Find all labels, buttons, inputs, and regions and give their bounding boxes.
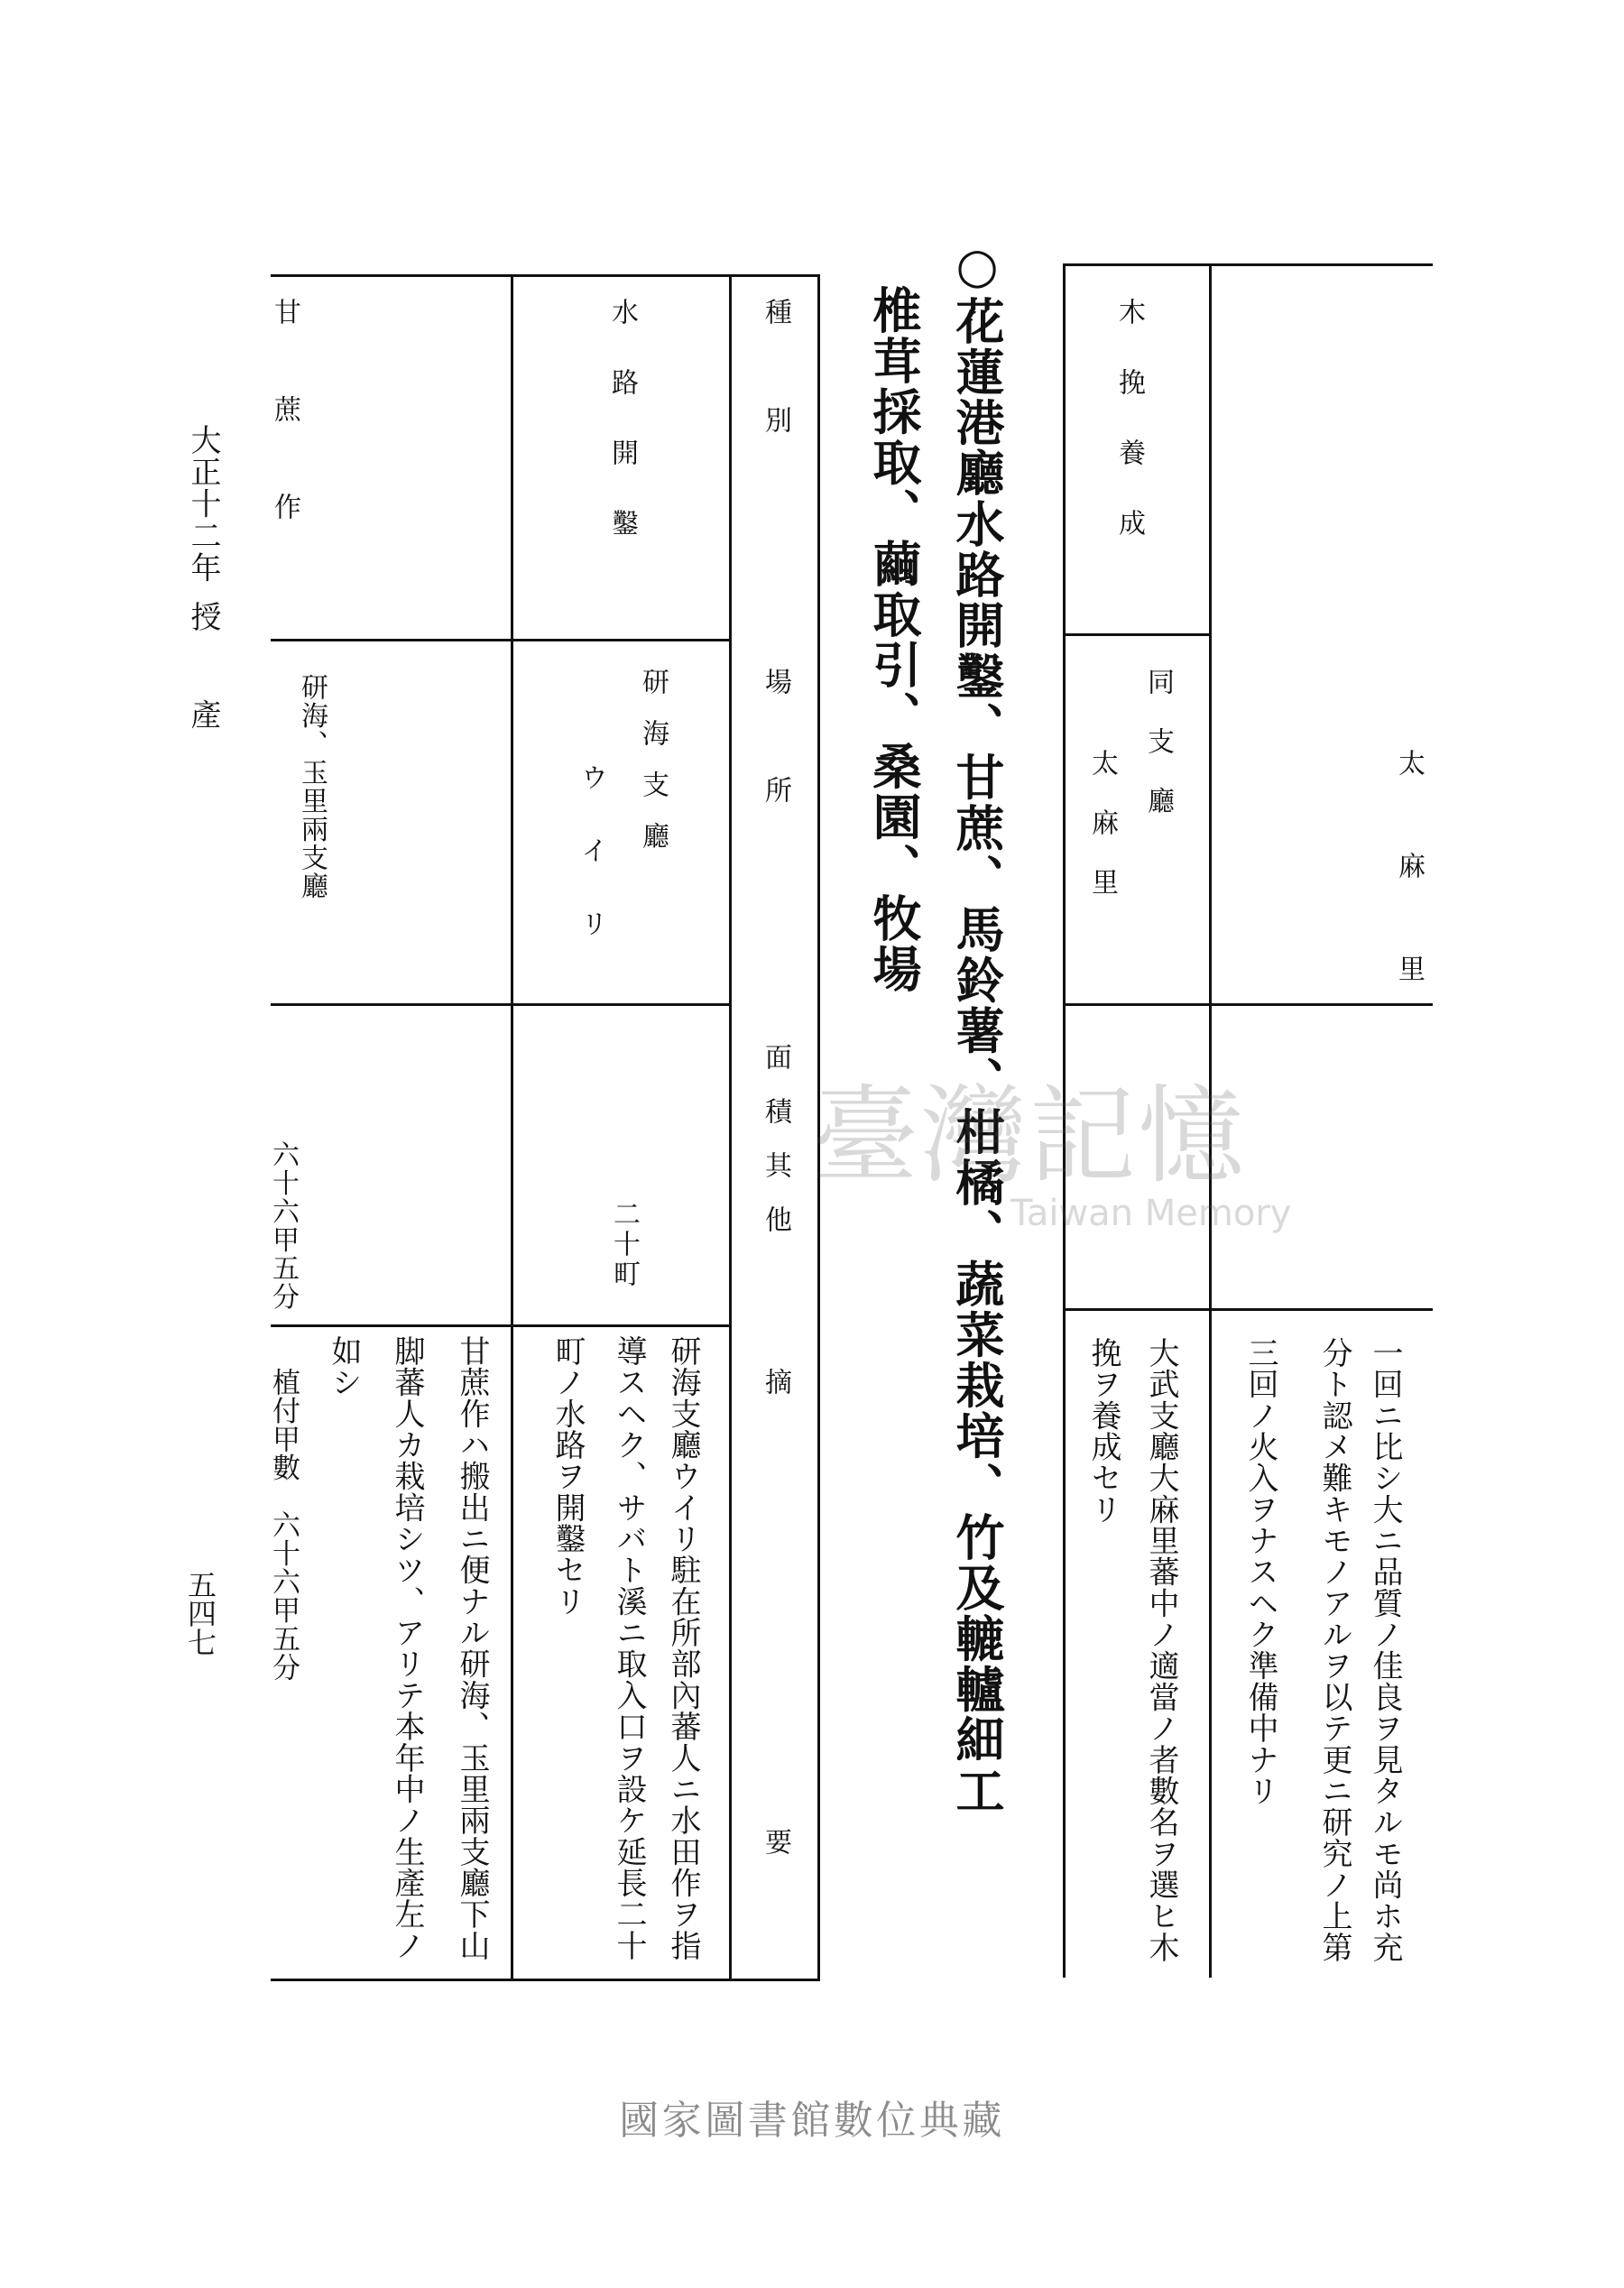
section-heading-line-1: ○花蓮港廳水路開鑿、甘蔗、馬鈴薯、柑橘、蔬菜栽培、竹及轆轤細工 (948, 236, 1006, 1816)
row-sugarcane-area: 六十六甲五分 (267, 1140, 299, 1311)
section-heading-line-2: 椎茸採取、繭取引、桑園、牧場 (865, 285, 923, 995)
row-irrigation-summary-line-2: 導スヘク、サバト溪ニ取入口ヲ設ケ延長二十 (611, 1335, 647, 1961)
row-sugarcane-type: 甘蔗作 (269, 298, 300, 590)
row-sugarcane-summary-line-3: 如シ (326, 1335, 362, 1398)
row-sugarcane-planting: 植付甲數 六十六甲五分 (267, 1368, 300, 1682)
left-table-row-divider-1 (729, 274, 732, 1981)
row-sugarcane-summary-line-1: 甘蔗作ハ搬出ニ便ナル研海、玉里兩支廳下山 (454, 1335, 490, 1961)
right-table-summary2-line-2: 挽ヲ養成セリ (1085, 1337, 1121, 1526)
header-area: 面積其他 (760, 1043, 791, 1259)
taiwan-memory-watermark (812, 1074, 1292, 1236)
row-sugarcane-summary-line-2: 脚蕃人カ栽培シツ、アリテ本年中ノ生產左ノ (389, 1335, 425, 1961)
right-table-place-a: 同支廳 (1142, 668, 1174, 846)
header-place: 場所 (760, 668, 791, 884)
right-table-summary2-line-1: 大武支廳大麻里蕃中ノ適當ノ者數名ヲ選ヒ木 (1143, 1337, 1179, 1963)
margin-book-title: 大正十二年 (185, 424, 221, 584)
left-table-header-rule-3 (271, 1324, 729, 1327)
right-table-summary-line-2: 分ト認メ難キモノアルヲ以テ更ニ研究ノ上第 (1316, 1337, 1352, 1963)
right-table-row-rule-3 (1063, 1308, 1433, 1311)
right-table-place-b: 太麻里 (1086, 749, 1118, 927)
right-table-place-top: 太麻里 (1393, 749, 1425, 1057)
row-irrigation-type: 水路開鑿 (606, 298, 638, 579)
left-table-header-rule-2 (271, 1003, 729, 1006)
right-table-top-rule (1063, 263, 1433, 266)
page-number: 五四七 (183, 1570, 217, 1656)
right-table-type-cell: 木挽養成 (1113, 298, 1145, 579)
left-table-bottom-rule (271, 1979, 819, 1981)
right-table-summary-line-3: 三回ノ火入ヲナスヘク準備中ナリ (1242, 1337, 1278, 1807)
watermark-cjk-text: 臺灣記憶 (812, 1074, 1247, 1198)
header-type: 種別 (760, 298, 791, 514)
left-table-row-divider-2 (511, 274, 513, 1981)
row-sugarcane-place: 研海、玉里兩支廳 (296, 673, 328, 900)
row-irrigation-area: 二十町 (608, 1200, 640, 1289)
right-table-row-rule-1 (1063, 633, 1209, 636)
footer-collection-label: 國家圖書館數位典藏 (619, 2098, 1005, 2144)
row-irrigation-summary-line-3: 町ノ水路ヲ開鑿セリ (549, 1335, 586, 1618)
row-irrigation-place-b: ウイリ (576, 763, 607, 983)
right-table-summary-line-1: 一回ニ比シ大ニ品質ノ佳良ヲ見タルモ尚ホ充 (1367, 1337, 1403, 1963)
left-table-header-rule-1 (271, 639, 729, 641)
right-table-row-rule-2 (1063, 1003, 1433, 1006)
margin-section-title: 授 產 (185, 601, 221, 749)
left-table-top-rule (271, 274, 819, 277)
row-irrigation-summary-line-1: 研海支廳ウイリ駐在所部內蕃人ニ水田作ヲ指 (665, 1335, 701, 1961)
row-irrigation-place-a: 研海支廳 (637, 668, 669, 873)
header-summary: 摘要 (760, 1368, 791, 2288)
watermark-en-text: Taiwan Memory (1010, 1193, 1292, 1234)
